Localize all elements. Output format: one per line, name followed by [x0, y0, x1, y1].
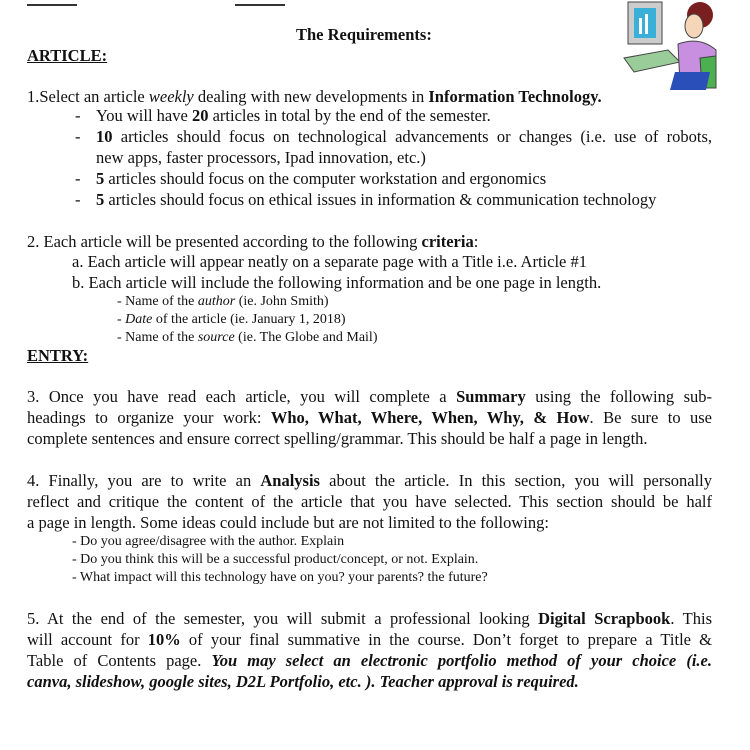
text: criteria — [421, 232, 474, 251]
text: articles should focus on technological advancements or changes (i.e. use of robots, — [112, 127, 712, 146]
text: - Name of the — [117, 294, 198, 309]
text: - — [117, 312, 126, 327]
text: You will have — [96, 106, 192, 125]
text: Information Technology. — [428, 87, 602, 106]
text: 3. Once you have read each article, you will complete a — [27, 387, 457, 406]
text: of the article (ie. January 1, 2018) — [152, 312, 346, 327]
item-4-line-3: a page in length. Some ideas could include but are not limited to the following: — [27, 513, 549, 532]
text: author — [197, 294, 236, 309]
text: dealing with new developments in — [193, 87, 429, 106]
article-heading: ARTICLE: — [27, 46, 108, 65]
text: headings to organize your work: — [27, 408, 271, 427]
text: You may select an electronic portfolio method of your choice (i.e. — [211, 651, 712, 670]
detail-source — [117, 328, 377, 348]
item-5-line-3 — [27, 651, 712, 671]
text: 5. At the end of the semester, you will submit a professional looking — [27, 609, 539, 628]
item-1 — [27, 87, 602, 107]
idea-2: - Do you think this will be a successful product/concept, or not. Explain. — [72, 552, 479, 567]
text: weekly — [148, 87, 194, 106]
text: Analysis — [260, 471, 320, 490]
text: . Be sure to use — [589, 408, 712, 427]
item-3-line-2 — [27, 408, 712, 428]
text: Date — [125, 312, 153, 327]
text: 2. Each article will be presented according to the following — [27, 232, 422, 251]
page-title: The Requirements: — [296, 25, 432, 44]
text: : — [473, 232, 479, 251]
item-4-line-1 — [27, 471, 712, 491]
blank-line — [235, 0, 285, 6]
text: 20 — [191, 106, 209, 125]
text: Digital Scrapbook — [538, 609, 671, 628]
dash: - — [75, 127, 81, 146]
text: 1.Select an article — [27, 87, 149, 106]
dash: - — [75, 169, 81, 188]
text: Who, What, Where, When, Why, & How — [270, 408, 590, 427]
text: of your final summative in the course. Don’t forget to prepare a Title & — [180, 630, 712, 649]
computer-user-illustration-icon — [620, 0, 720, 90]
item-3-line-3: complete sentences and ensure correct spelling/grammar. This should be half a page in length. — [27, 429, 648, 448]
item-4-line-2: reflect and critique the content of the article that you have selected. This section should be half — [27, 492, 712, 511]
text: articles in total by the end of the semester. — [208, 106, 491, 125]
text: articles should focus on the computer workstation and ergonomics — [104, 169, 547, 188]
dash: - — [75, 106, 81, 125]
idea-1: - Do you agree/disagree with the author. Explain — [72, 534, 345, 549]
text: 5 — [96, 169, 105, 188]
item-5-line-4: canva, slideshow, google sites, D2L Portfolio, etc. ). Teacher approval is required. — [27, 672, 579, 691]
item-3-line-1 — [27, 387, 712, 407]
dash: - — [75, 190, 81, 209]
text: 10 — [96, 127, 113, 146]
item-5-line-1 — [27, 609, 712, 629]
text: (ie. John Smith) — [235, 294, 329, 309]
text: Summary — [456, 387, 526, 406]
text: 4. Finally, you are to write an — [27, 471, 261, 490]
entry-heading: ENTRY: — [27, 346, 89, 365]
item-2b: b. Each article will include the following information and be one page in length. — [72, 273, 602, 292]
text: . This — [670, 609, 712, 628]
bullet-2-cont: new apps, faster processors, Ipad innovation, etc.) — [96, 148, 426, 167]
detail-author — [117, 292, 329, 312]
text: articles should focus on ethical issues in information & communication technology — [104, 190, 657, 209]
idea-3: - What impact will this technology have on you? your parents? the future? — [72, 570, 488, 585]
text: Table of Contents page. — [27, 651, 212, 670]
blank-line — [27, 0, 77, 6]
text: source — [197, 330, 235, 345]
text: - Name of the — [117, 330, 198, 345]
text: about the article. In this section, you will personally — [319, 471, 712, 490]
detail-date — [117, 310, 346, 330]
item-5-line-2 — [27, 630, 712, 650]
item-2 — [27, 232, 478, 252]
text: will account for — [27, 630, 148, 649]
text: using the following sub- — [525, 387, 712, 406]
text: 5 — [96, 190, 105, 209]
text: (ie. The Globe and Mail) — [234, 330, 378, 345]
text: 10% — [147, 630, 181, 649]
item-2a: a. Each article will appear neatly on a separate page with a Title i.e. Article #1 — [72, 252, 587, 271]
